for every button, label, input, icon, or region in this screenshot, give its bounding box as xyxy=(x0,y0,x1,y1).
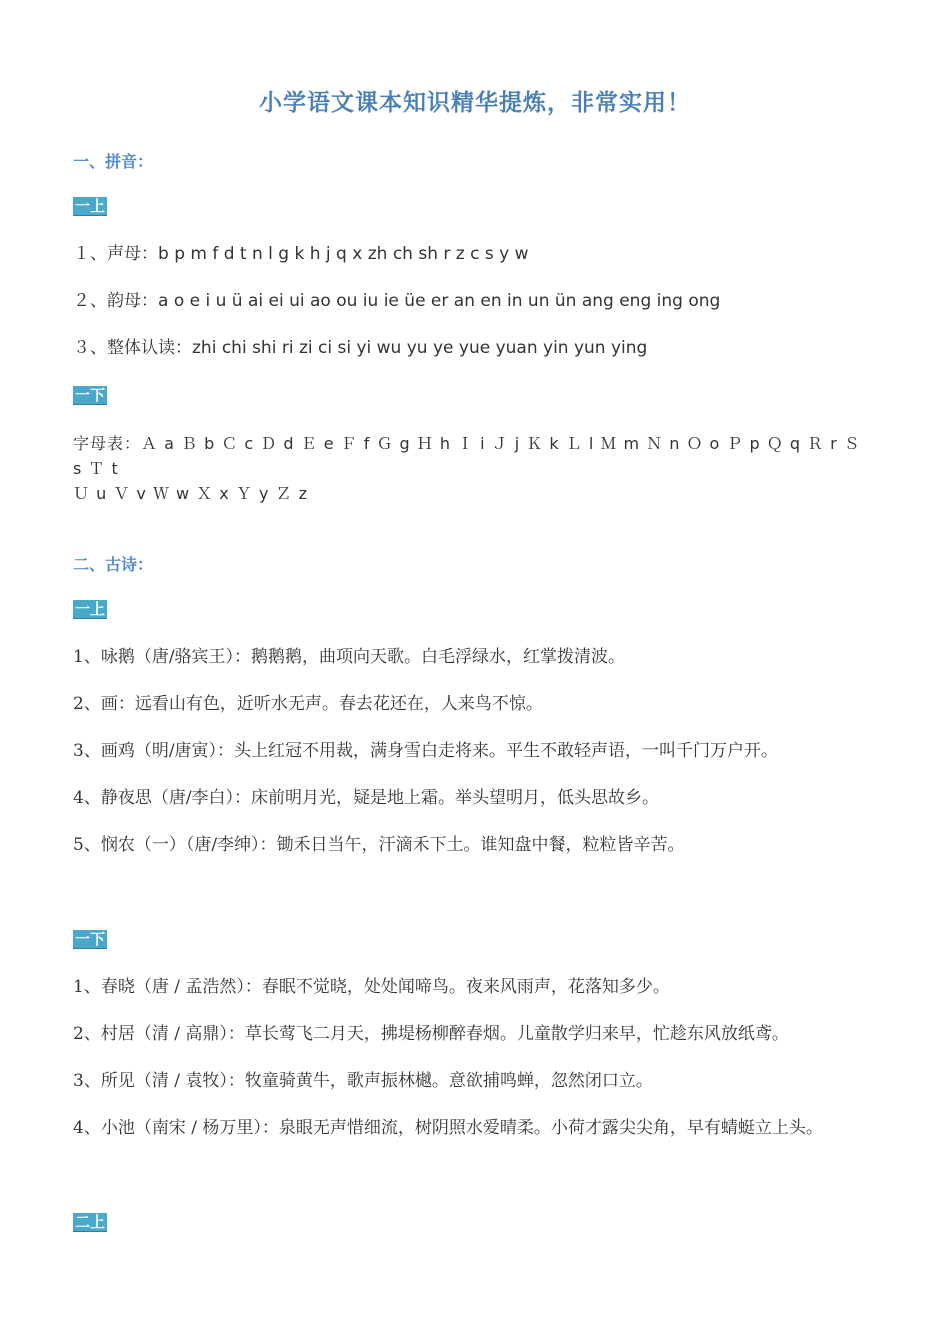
poem-line: 1、春晓（唐 / 孟浩然）：春眠不觉晓，处处闻啼鸟。夜来风雨声，花落知多少。 xyxy=(73,977,670,997)
poem-line: 3、画鸡（明/唐寅）：头上红冠不用裁，满身雪白走将来。平生不敢轻声语，一叫千门万户开。 xyxy=(73,741,779,761)
pinyin-item-initials xyxy=(73,242,528,266)
item-label: 整体认读： xyxy=(107,338,192,358)
item-label: 韵母： xyxy=(107,291,158,311)
item-label: 声母： xyxy=(107,244,158,264)
item-text: a o e i u ü ai ei ui ao ou iu ie üe er an en in un ün ang eng ing ong xyxy=(158,291,721,311)
grade-tag-1b-poems: 一下 xyxy=(75,930,106,948)
alphabet-line-1 xyxy=(73,431,873,481)
poem-line: 4、小池（南宋 / 杨万里）：泉眼无声惜细流，树阴照水爱晴柔。小荷才露尖尖角，早有蜻蜓立上头。 xyxy=(73,1118,823,1138)
poem-line: 4、静夜思（唐/李白）：床前明月光，疑是地上霜。举头望明月，低头思故乡。 xyxy=(73,788,660,808)
alphabet-letters-1: Ａ a Ｂ b Ｃ c Ｄ d Ｅ e Ｆ f Ｇ g Ｈ h Ｉ i Ｊ j Ｋ k Ｌ l Ｍ m Ｎ n Ｏ o Ｐ p Ｑ q Ｒ r Ｓ s Ｔ t xyxy=(73,434,861,478)
grade-tag-1a: 一上 xyxy=(75,197,106,215)
pinyin-item-finals xyxy=(73,289,720,313)
item-text: zhi chi shi ri zi ci si yi wu yu ye yue yuan yin yun ying xyxy=(192,338,648,358)
poem-line: 2、画：远看山有色，近听水无声。春去花还在，人来鸟不惊。 xyxy=(73,694,543,714)
document-title: 小学语文课本知识精华提炼，非常实用！ xyxy=(259,89,691,116)
poem-line: 3、所见（清 / 袁牧）：牧童骑黄牛，歌声振林樾。意欲捕鸣蝉，忽然闭口立。 xyxy=(73,1071,653,1091)
section-heading-poems: 二、古诗： xyxy=(73,555,154,574)
item-number: ３、 xyxy=(73,338,107,358)
alphabet-letters-2: Ｕ u Ｖ v Ｗ w Ｘ x Ｙ y Ｚ z xyxy=(73,484,308,503)
pinyin-item-whole-syllables xyxy=(73,336,647,360)
grade-tag-1b: 一下 xyxy=(75,386,106,404)
grade-tag-1a-poems: 一上 xyxy=(75,600,106,618)
alphabet-table xyxy=(73,431,873,506)
item-number: ２、 xyxy=(73,291,107,311)
poem-line: 1、咏鹅（唐/骆宾王）：鹅鹅鹅，曲项向天歌。白毛浮绿水，红掌拨清波。 xyxy=(73,647,626,667)
poem-line: 2、村居（清 / 高鼎）：草长莺飞二月天，拂堤杨柳醉春烟。儿童散学归来早，忙趁东风放纸鸢。 xyxy=(73,1024,789,1044)
alphabet-label: 字母表： xyxy=(73,434,142,453)
item-text: b p m f d t n l g k h j q x zh ch sh r z c s y w xyxy=(158,244,529,264)
poem-line: 5、悯农（一）（唐/李绅）：锄禾日当午，汗滴禾下土。谁知盘中餐，粒粒皆辛苦。 xyxy=(73,835,685,855)
item-number: １、 xyxy=(73,244,107,264)
grade-tag-2a-poems: 二上 xyxy=(75,1213,106,1231)
section-heading-pinyin: 一、拼音： xyxy=(73,152,154,171)
